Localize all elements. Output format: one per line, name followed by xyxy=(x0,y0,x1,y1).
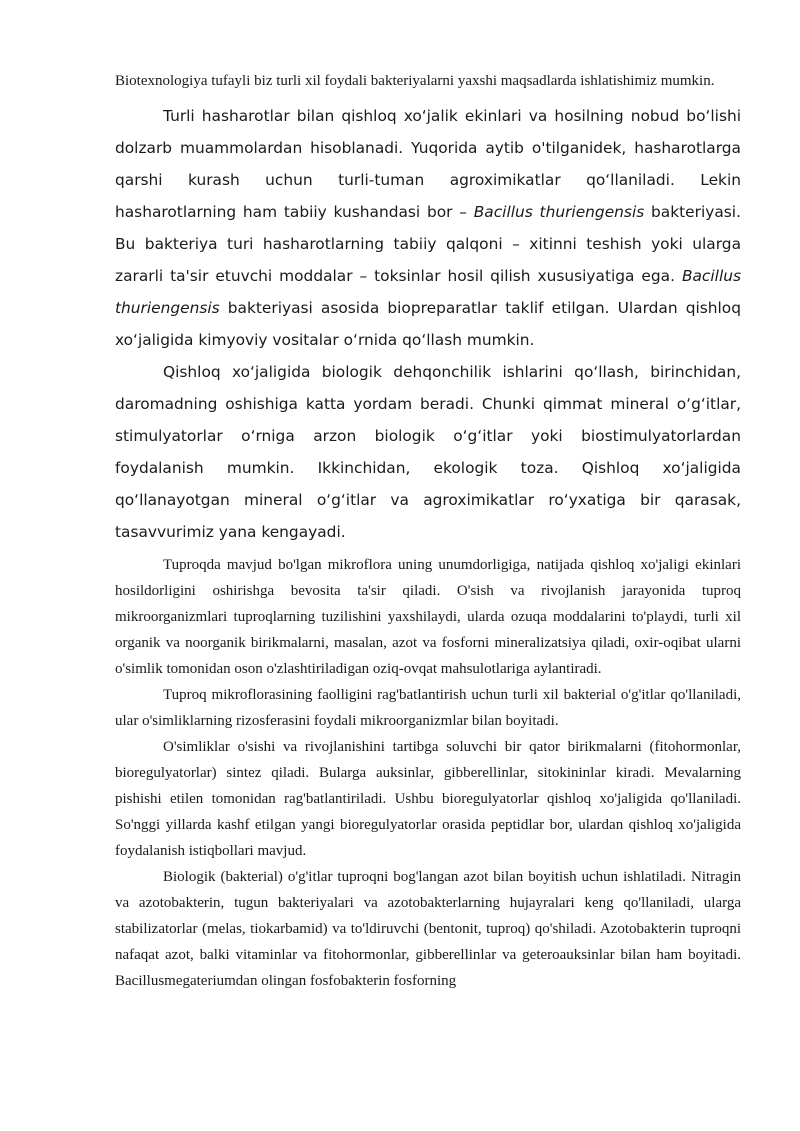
paragraph-soil-microflora: Tuproqda mavjud bo'lgan mikroflora uning unumdorligiga, natijada qishloq xo'jaligi ekinlari hosildorligini oshirishga bevosita ta'sir qiladi. O'sish va rivojlanish jarayonida tuproq mikroorganizmlari tuproqlarning tuzilishini yaxshilaydi, ularda ozuqa moddalarini to'playdi, turli xil organik va noorganik birikmalarni, masalan, azot va fosforni mineralizatsiya qiladi, oxir-oqibat ularni o'simlik tomonidan oson o'zlashtiriladigan oziq-ovqat mahsulotlariga aylantiradi. xyxy=(115,557,741,677)
paragraph-nitrogen-fertilizers: Biologik (bakterial) o'g'itlar tuproqni bog'langan azot bilan boyitish uchun ishlatiladi. Nitragin va azotobakterin, tugun bakteriyalari va azotobakterlarning hujayralari keng qo'llaniladi, ularga stabilizatorlar (melas, tiokarbamid) va to'ldiruvchi (bentonit, tuproq) qo'shiladi. Azotobakterin tuproqni nafaqat azot, balki vitaminlar va fitohormonlar, gibberellinlar va geteroauksinlar bilan ham boyitadi. Bacillusmegateriumdan olingan fosfobakterin fosforning xyxy=(115,869,741,989)
paragraph-biological-farming: Qishloq xo‘jaligida biologik dehqonchilik ishlarini qo‘llash, birinchidan, daromadning oshishiga katta yordam beradi. Chunki qimmat mineral o‘g‘itlar, stimulyatorlar o‘rniga arzon biologik o‘g‘itlar yoki biostimulyatorlardan foydalanish mumkin. Ikkinchidan, ekologik toza. Qishloq xo‘jaligida qo‘llanayotgan mineral o‘g‘itlar va agroximikatlar ro‘yxatiga bir qarasak, tasavvurimiz yana kengayadi. xyxy=(115,363,741,541)
document-page xyxy=(115,68,741,994)
paragraph-bacterial-fertilizers: Tuproq mikroflorasining faolligini rag'batlantirish uchun turli xil bakterial o'g'itlar qo'llaniladi, ular o'simliklarning rizosferasini foydali mikroorganizmlar bilan boyitadi. xyxy=(115,687,741,729)
paragraph-text: Turli hasharotlar bilan qishloq xo‘jalik ekinlari va hosilning nobud bo‘lishi dolzarb muammolardan hisoblanadi. Yuqorida aytib o'tilganidek, hasharotlarga qarshi kurash uchun turli-tuman agroximikatlar qo‘llaniladi. Lekin hasharotlarning ham tabiiy kushandasi bor – xyxy=(115,107,741,221)
paragraph-text: bakteriyasi asosida biopreparatlar taklif etilgan. Ulardan qishloq xo‘jaligida kimyoviy vositalar o‘rnida qo‘llash mumkin. xyxy=(115,299,741,349)
species-name: Bacillus thuriengensis xyxy=(473,203,645,221)
paragraph-text: bakteriyasi. Bu bakteriya turi hasharotlarning tabiiy qalqoni – xitinni teshish yoki ularga zararli ta'sir etuvchi moddalar – toksinlar hosil qilish xususiyatiga ega. xyxy=(115,203,741,285)
species-name: Bacillus thuriengensis xyxy=(115,267,741,317)
paragraph-insect-control xyxy=(115,100,741,356)
paragraph-biotech-intro: Biotexnologiya tufayli biz turli xil foydali bakteriyalarni yaxshi maqsadlarda ishlatishimiz mumkin. xyxy=(115,73,715,89)
paragraph-bioregulators: O'simliklar o'sishi va rivojlanishini tartibga soluvchi bir qator birikmalarni (fitohormonlar, bioregulyatorlar) sintez qiladi. Bularga auksinlar, gibberellinlar, sitokininlar kiradi. Mevalarning pishishi etilen tomonidan rag'batlantiriladi. Ushbu bioregulyatorlar qishloq xo'jaligida qo'llaniladi. So'nggi yillarda kashf etilgan yangi bioregulyatorlar orasida peptidlar bor, ulardan qishloq xo'jaligida foydalanish istiqbollari mavjud. xyxy=(115,739,741,859)
